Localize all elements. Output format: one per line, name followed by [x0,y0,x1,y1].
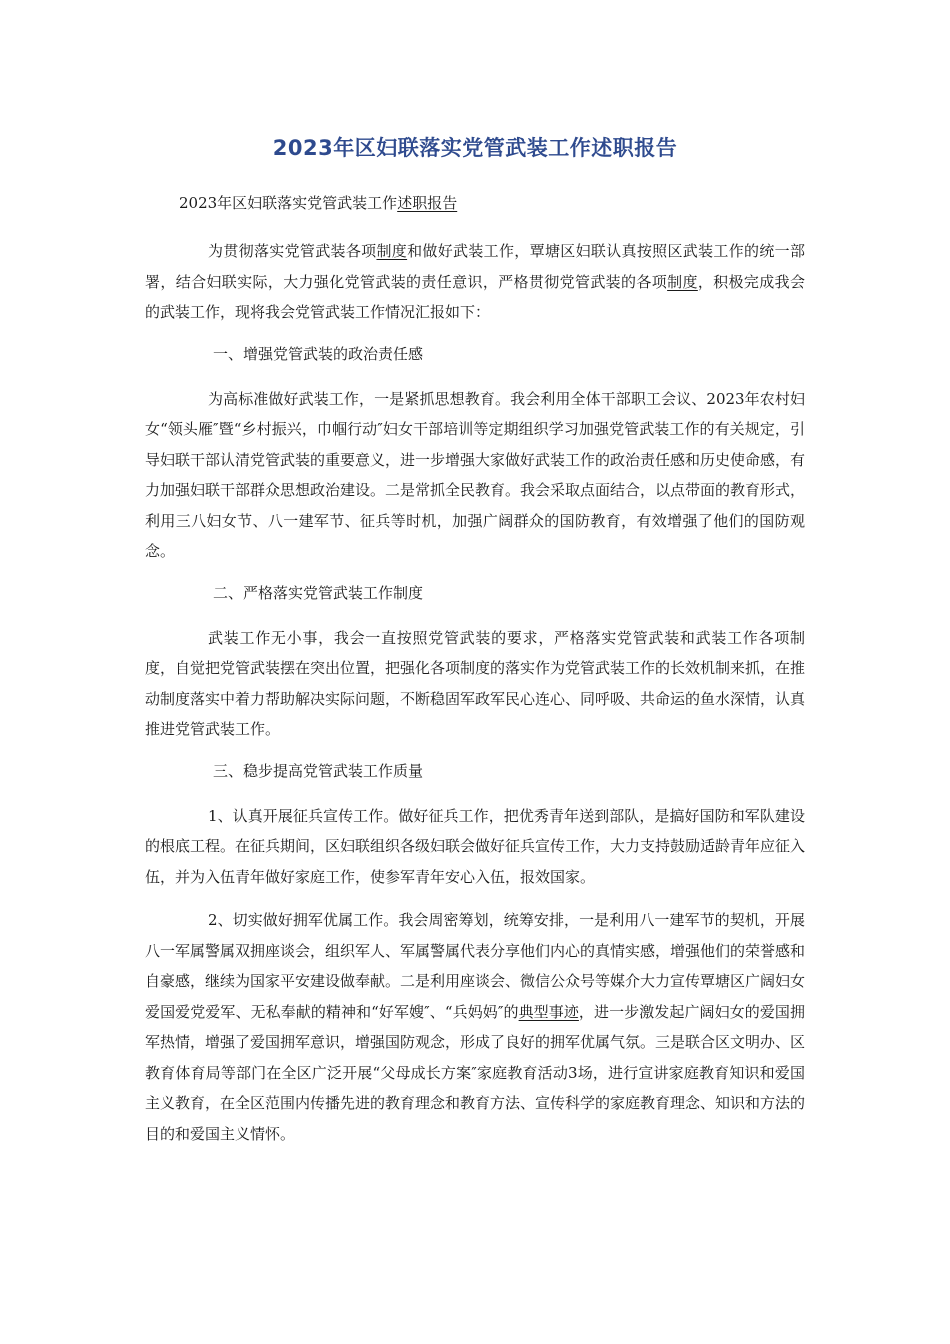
intro-paragraph [145,236,805,328]
item-2-text-a: 2、切实做好拥军优属工作。我会周密筹划，统筹安排，一是利用八一建军节的契机，开展八一军属警属双拥座谈会，组织军人、军属警属代表分享他们内心的真情实感，增强他们的荣誉感和自豪感，继续为国家平安建设做奉献。二是利用座谈会、微信公众号等媒介大力宣传覃塘区广阔妇女爱国爱党爱军、无私奉献的精神和“好军嫂″、“兵妈妈″的 [145,911,806,1021]
intro-text-a: 为贯彻落实党管武装各项 [208,242,377,260]
document-subtitle [145,190,805,216]
intro-link-1[interactable]: 制度 [376,242,408,260]
section-3-item-1: 1、认真开展征兵宣传工作。做好征兵工作，把优秀青年送到部队，是搞好国防和军队建设的根底工程。在征兵期间，区妇联组织各级妇联会做好征兵宣传工作，大力支持鼓励适龄青年应征入伍，并为入伍青年做好家庭工作，使参军青年安心入伍，报效国家。 [145,806,806,886]
item-2-text-b: ，进一步激发起广阔妇女的爱国拥军热情，增强了爱国拥军意识，增强国防观念，形成了良好的拥军优属气氛。三是联合区文明办、区教育体育局等部门在全区广泛开展“父母成长方案″家庭教育活动3场，进行宣讲家庭教育知识和爱国主义教育，在全区范围内传播先进的教育理念和教育方法、宣传科学的家庭教育理念、知识和方法的目的和爱国主义情怀。 [145,1002,806,1143]
intro-link-2[interactable]: 制度 [667,272,698,291]
section-2-body: 武装工作无小事，我会一直按照党管武装的要求，严格落实党管武装和武装工作各项制度，自觉把党管武装摆在突出位置，把强化各项制度的落实作为党管武装工作的长效机制来抓，在推动制度落实中着力帮助解决实际问题，不断稳固军政军民心连心、同呼吸、共命运的鱼水深情，认真推进党管武装工作。 [145,628,806,738]
document-page [145,128,805,1162]
section-1-body: 为高标准做好武装工作，一是紧抓思想教育。我会利用全体干部职工会议、2023年农村妇女“领头雁″暨“乡村振兴，巾帼行动″妇女干部培训等定期组织学习加强党管武装工作的有关规定，引导妇联干部认清党管武装的重要意义，进一步增强大家做好武装工作的政治责任感和历史使命感，有力加强妇联干部群众思想政治建设。二是常抓全民教育。我会采取点面结合，以点带面的教育形式，利用三八妇女节、八一建军节、征兵等时机，加强广阔群众的国防教育，有效增强了他们的国防观念。 [145,389,806,560]
section-2-heading: 二、严格落实党管武装工作制度 [213,583,424,602]
intro-text-c: ，积极完成我会的武装工作，现将我会党管武装工作情况汇报如下： [145,272,805,321]
section-3-heading: 三、稳步提高党管武装工作质量 [213,761,424,780]
subtitle-link[interactable]: 述职报告 [397,194,458,212]
item-2-link[interactable]: 典型事迹 [518,1002,579,1021]
section-1-heading: 一、增强党管武装的政治责任感 [213,344,424,363]
page-title: 2023年区妇联落实党管武装工作述职报告 [272,136,678,160]
section-3-item-2 [145,905,805,1149]
subtitle-text: 2023年区妇联落实党管武装工作 [179,194,398,212]
intro-text-b: 和做好武装工作，覃塘区妇联认真按照区武装工作的统一部署，结合妇联实际，大力强化党管武装的责任意识，严格贯彻党管武装的各项 [145,242,805,291]
